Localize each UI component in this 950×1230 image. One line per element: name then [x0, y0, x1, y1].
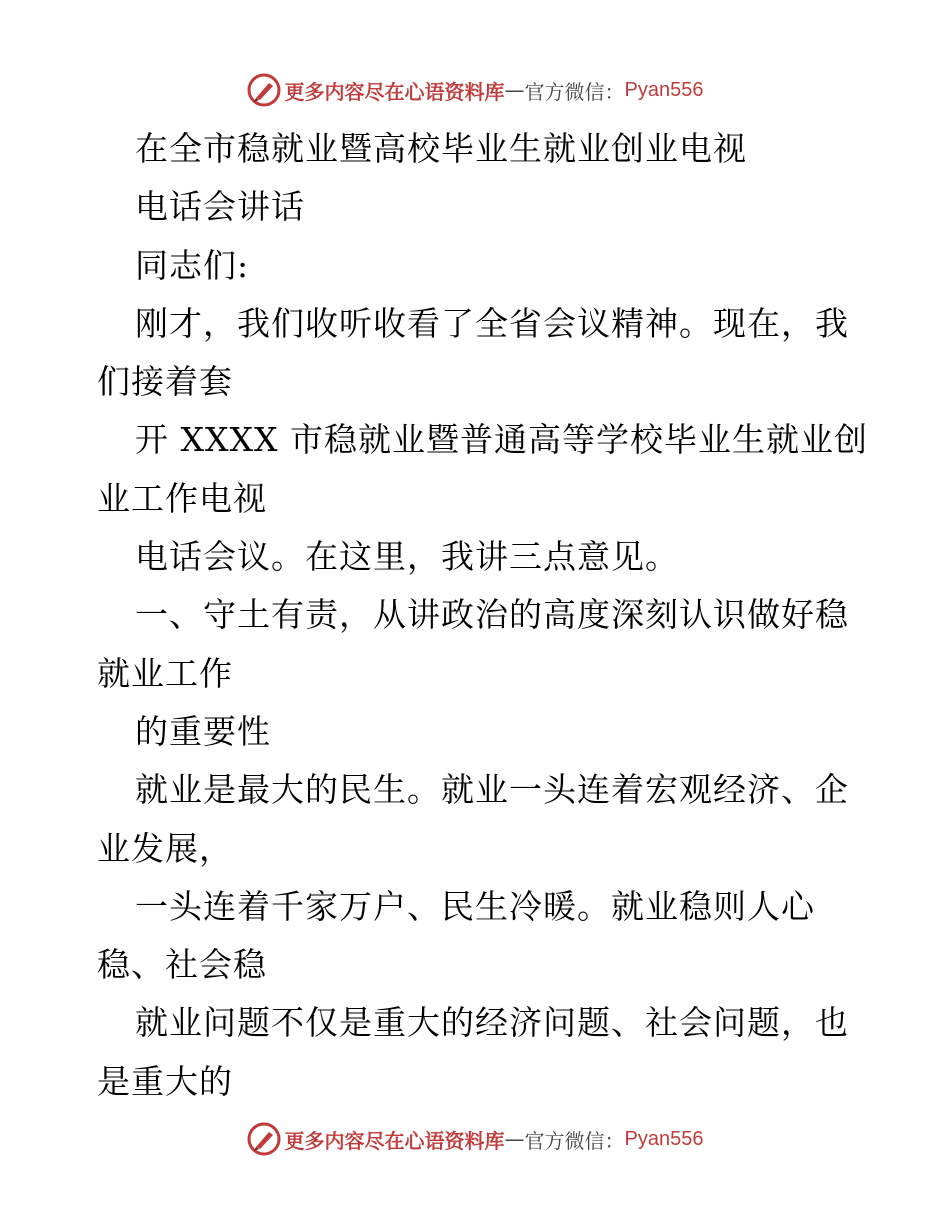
banner-dash: —: [504, 1127, 525, 1151]
banner-wechat-id: Pyan556: [624, 78, 704, 101]
paragraph-line: 业工作电视: [97, 478, 267, 518]
paragraph-line: 一头连着千家万户、民生冷暖。就业稳则人心: [135, 886, 815, 926]
banner-main-text: 更多内容尽在心语资料库: [284, 1128, 505, 1153]
paragraph-line: 电话会议。在这里，我讲三点意见。: [135, 537, 679, 577]
banner-wechat-label: 官方微信：: [524, 79, 625, 104]
footer-banner: [0, 1119, 950, 1159]
salutation: 同志们:: [135, 245, 250, 285]
paragraph-line: 稳、社会稳: [97, 945, 267, 985]
paragraph-line: 业发展，: [97, 828, 233, 868]
document-body: [97, 120, 868, 1111]
section-heading-line: 的重要性: [135, 711, 271, 751]
title-line-1: 在全市稳就业暨高校毕业生就业创业电视: [135, 129, 747, 168]
paragraph-line: 就业问题不仅是重大的经济问题、社会问题，也: [135, 1003, 849, 1043]
banner-wechat-label: 官方微信：: [524, 1128, 625, 1153]
paragraph-line: 们接着套: [97, 362, 233, 402]
paragraph-line: 刚才，我们收听收看了全省会议精神。现在，我: [135, 303, 849, 343]
pen-logo-icon: [247, 1122, 281, 1156]
paragraph-line: 就业是最大的民生。就业一头连着宏观经济、企: [135, 770, 849, 810]
title-line-2: 电话会讲话: [135, 187, 305, 227]
section-heading-line: 就业工作: [97, 653, 233, 693]
section-heading-line: 一、守土有责，从讲政治的高度深刻认识做好稳: [135, 595, 849, 635]
header-banner: [0, 70, 950, 110]
paragraph-line: 是重大的: [97, 1061, 233, 1101]
banner-wechat-id: Pyan556: [624, 1127, 704, 1150]
paragraph-line: 开 XXXX 市稳就业暨普通高等学校毕业生就业创: [135, 420, 868, 460]
banner-main-text: 更多内容尽在心语资料库: [284, 79, 505, 104]
banner-dash: —: [504, 78, 525, 102]
pen-logo-icon: [247, 73, 281, 107]
